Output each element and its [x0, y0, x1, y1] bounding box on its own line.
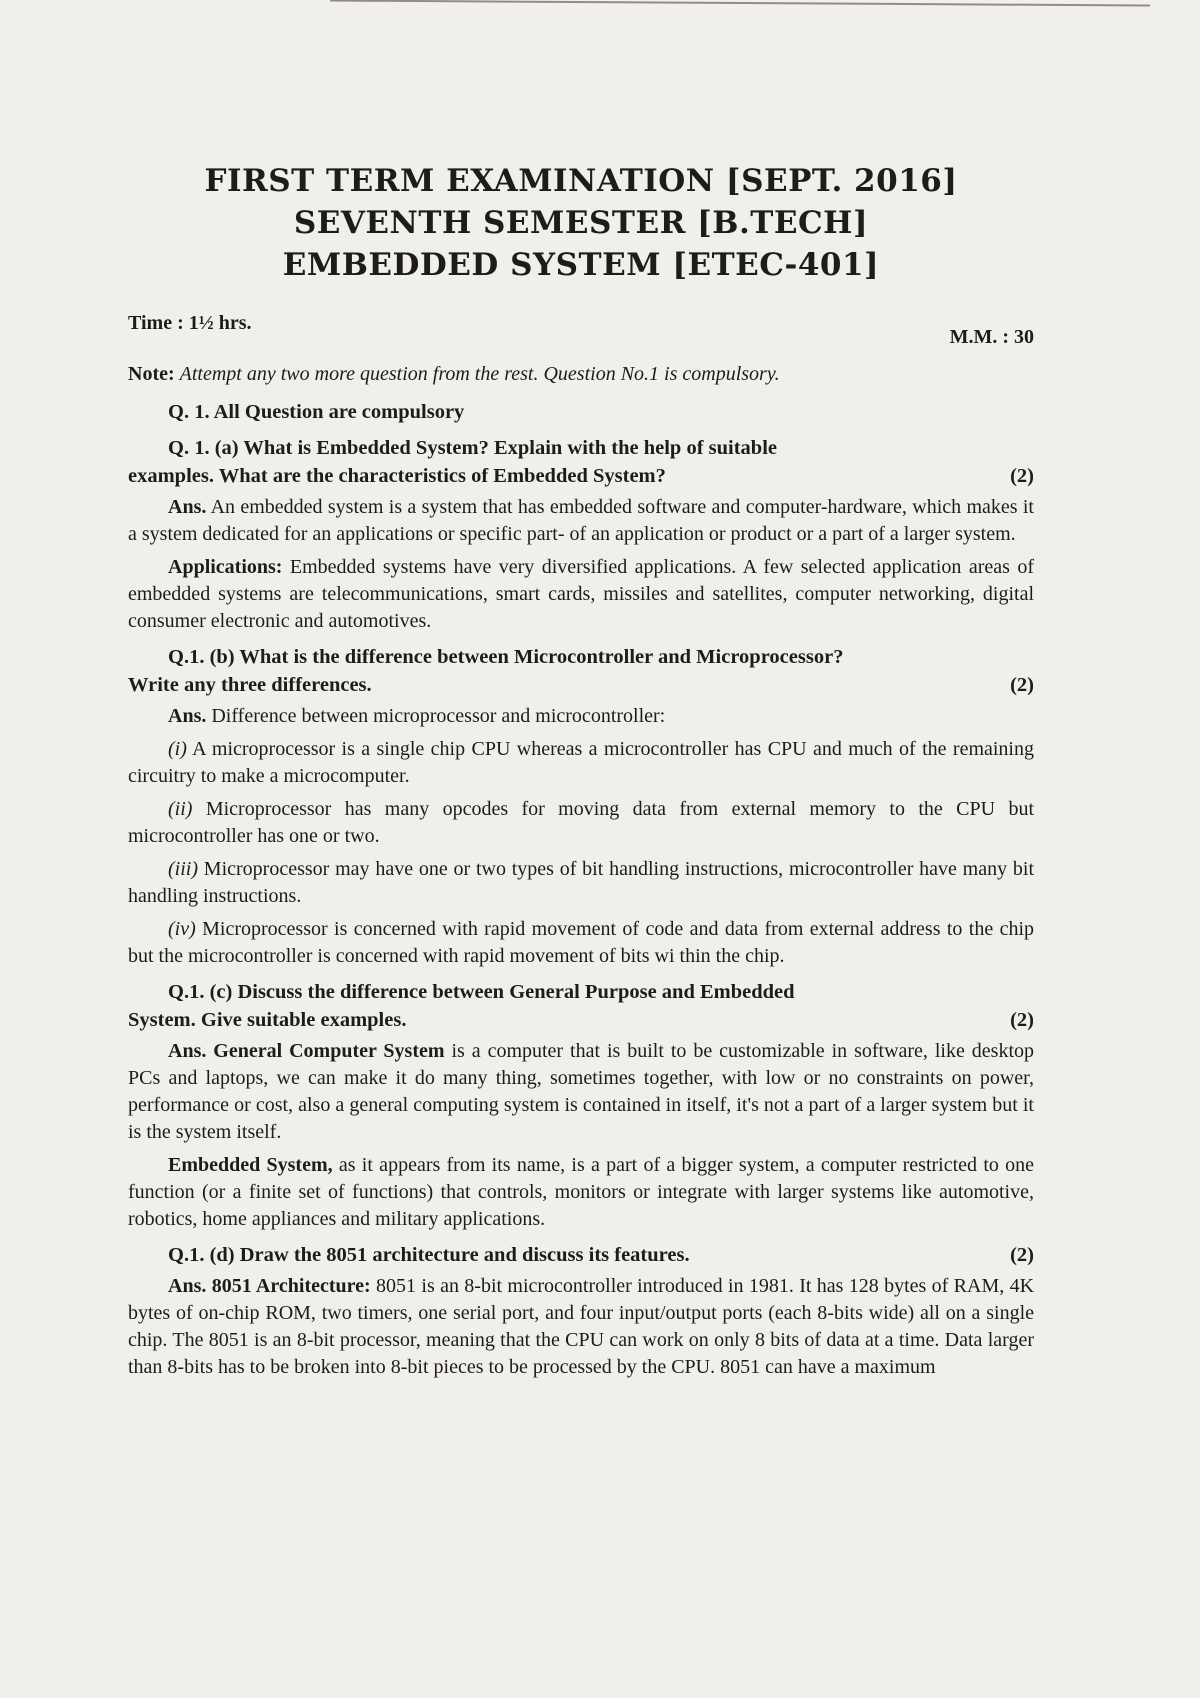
subject-title: EMBEDDED SYSTEM [ETEC-401] [282, 247, 880, 283]
general-system-text: is a computer that is built to be customizable in software, like desktop PCs and laptops, we can make it do many thing, sometimes together, with low or no constraints on power, performance or cost, also a general computing system is contained in itself, it's not a part of a larger system but it is the system itself. [128, 1040, 1035, 1143]
embedded-system-label: Embedded System, [168, 1154, 333, 1176]
exam-page [128, 160, 1034, 1387]
item-text: A microprocessor is a single chip CPU whereas a microcontroller has CPU and much of the remaining circuitry to make a microcomputer. [128, 738, 1034, 787]
q1c-question-line1: Q.1. (c) Discuss the difference between General Purpose and Embedded [168, 981, 795, 1003]
q1d-answer [128, 1273, 1034, 1381]
semester-title: SEVENTH SEMESTER [B.TECH] [293, 205, 869, 241]
general-system-label: General Computer System [213, 1040, 445, 1062]
item-number: (iii) [168, 858, 198, 880]
q1d-marks: (2) [1010, 1244, 1034, 1266]
exam-title-block [128, 160, 1034, 286]
time-label: Time : 1½ hrs. [128, 312, 252, 334]
item-number: (ii) [168, 798, 193, 820]
exam-meta [128, 312, 1034, 349]
q1b-answer-label: Ans. [168, 705, 207, 727]
q1b-marks: (2) [1010, 674, 1034, 696]
scan-edge-line [330, 0, 1150, 7]
difference-item [128, 856, 1034, 910]
applications-label: Applications: [168, 556, 283, 578]
q1d-answer-label: Ans. 8051 Architecture: [168, 1275, 371, 1297]
item-text: Microprocessor is concerned with rapid movement of code and data from external address to the chip but the microcontroller is concerned with rapid movement of bits wi thin the chip. [128, 918, 1035, 967]
item-number: (i) [168, 738, 187, 760]
exam-note [128, 363, 1034, 386]
max-marks-label: M.M. : 30 [949, 326, 1034, 348]
item-number: (iv) [168, 918, 196, 940]
q1a-question-line2: examples. What are the characteristics of Embedded System? [128, 465, 666, 487]
exam-title: FIRST TERM EXAMINATION [SEPT. 2016] [204, 163, 958, 199]
note-text: Attempt any two more question from the rest. Question No.1 is compulsory. [179, 363, 780, 385]
q1d-question [128, 1241, 1034, 1269]
q1a-question [128, 434, 1034, 490]
applications-text: Embedded systems have very diversified applications. A few selected application areas of embedded systems are telecommunications, smart cards, missiles and satellites, computer networking, digital consumer electronic and automotives. [128, 556, 1034, 632]
q1b-question-line1: Q.1. (b) What is the difference between Microcontroller and Microprocessor? [168, 646, 844, 668]
q1a-question-line1: Q. 1. (a) What is Embedded System? Explain with the help of suitable [168, 437, 778, 459]
difference-item [128, 916, 1034, 970]
note-label: Note: [128, 363, 175, 385]
q1a-applications [128, 554, 1034, 635]
q1b-answer-text: Difference between microprocessor and microcontroller: [211, 705, 666, 727]
q1a-answer-label: Ans. [168, 496, 207, 518]
q1c-question-line2: System. Give suitable examples. [128, 1009, 407, 1031]
difference-item [128, 796, 1034, 850]
q1c-question [128, 978, 1034, 1034]
q1c-marks: (2) [1010, 1009, 1034, 1031]
item-text: Microprocessor may have one or two types of bit handling instructions, microcontroller have many bit handling instructions. [128, 858, 1035, 907]
q1c-answer-label: Ans. [168, 1040, 207, 1062]
q1d-answer-text: 8051 is an 8-bit microcontroller introduced in 1981. It has 128 bytes of RAM, 4K bytes of on-chip ROM, two timers, one serial port, and four input/output ports (each 8-bits wide) all on a single chip. The 8051 is an 8-bit processor, meaning that the CPU can work on only 8 bits of data at a time. Data larger than 8-bits has to be broken into 8-bit pieces to be processed by the CPU. 8051 can have a maximum [128, 1275, 1035, 1378]
q1d-question-text: Q.1. (d) Draw the 8051 architecture and discuss its features. [168, 1244, 690, 1266]
difference-item [128, 736, 1034, 790]
q1a-answer-text: An embedded system is a system that has embedded software and computer-hardware, which makes it a system dedicated for an applications or specific part- of an application or product or a part of a larger system. [128, 496, 1034, 545]
q1b-question [128, 643, 1034, 699]
q1b-question-line2: Write any three differences. [128, 674, 372, 696]
embedded-system-text: as it appears from its name, is a part of a bigger system, a computer restricted to one function (or a finite set of functions) that controls, monitors or integrate with larger systems like automotive, robotics, home appliances and military applications. [128, 1154, 1035, 1230]
q1c-answer-embedded [128, 1152, 1034, 1233]
item-text: Microprocessor has many opcodes for moving data from external memory to the CPU but microcontroller has one or two. [128, 798, 1035, 847]
q1a-answer [128, 494, 1034, 548]
q1b-answer [128, 703, 1034, 730]
q1-heading: Q. 1. All Question are compulsory [168, 401, 465, 423]
q1c-answer-general [128, 1038, 1034, 1146]
q1a-marks: (2) [1010, 465, 1034, 487]
exam-body [128, 398, 1034, 1381]
